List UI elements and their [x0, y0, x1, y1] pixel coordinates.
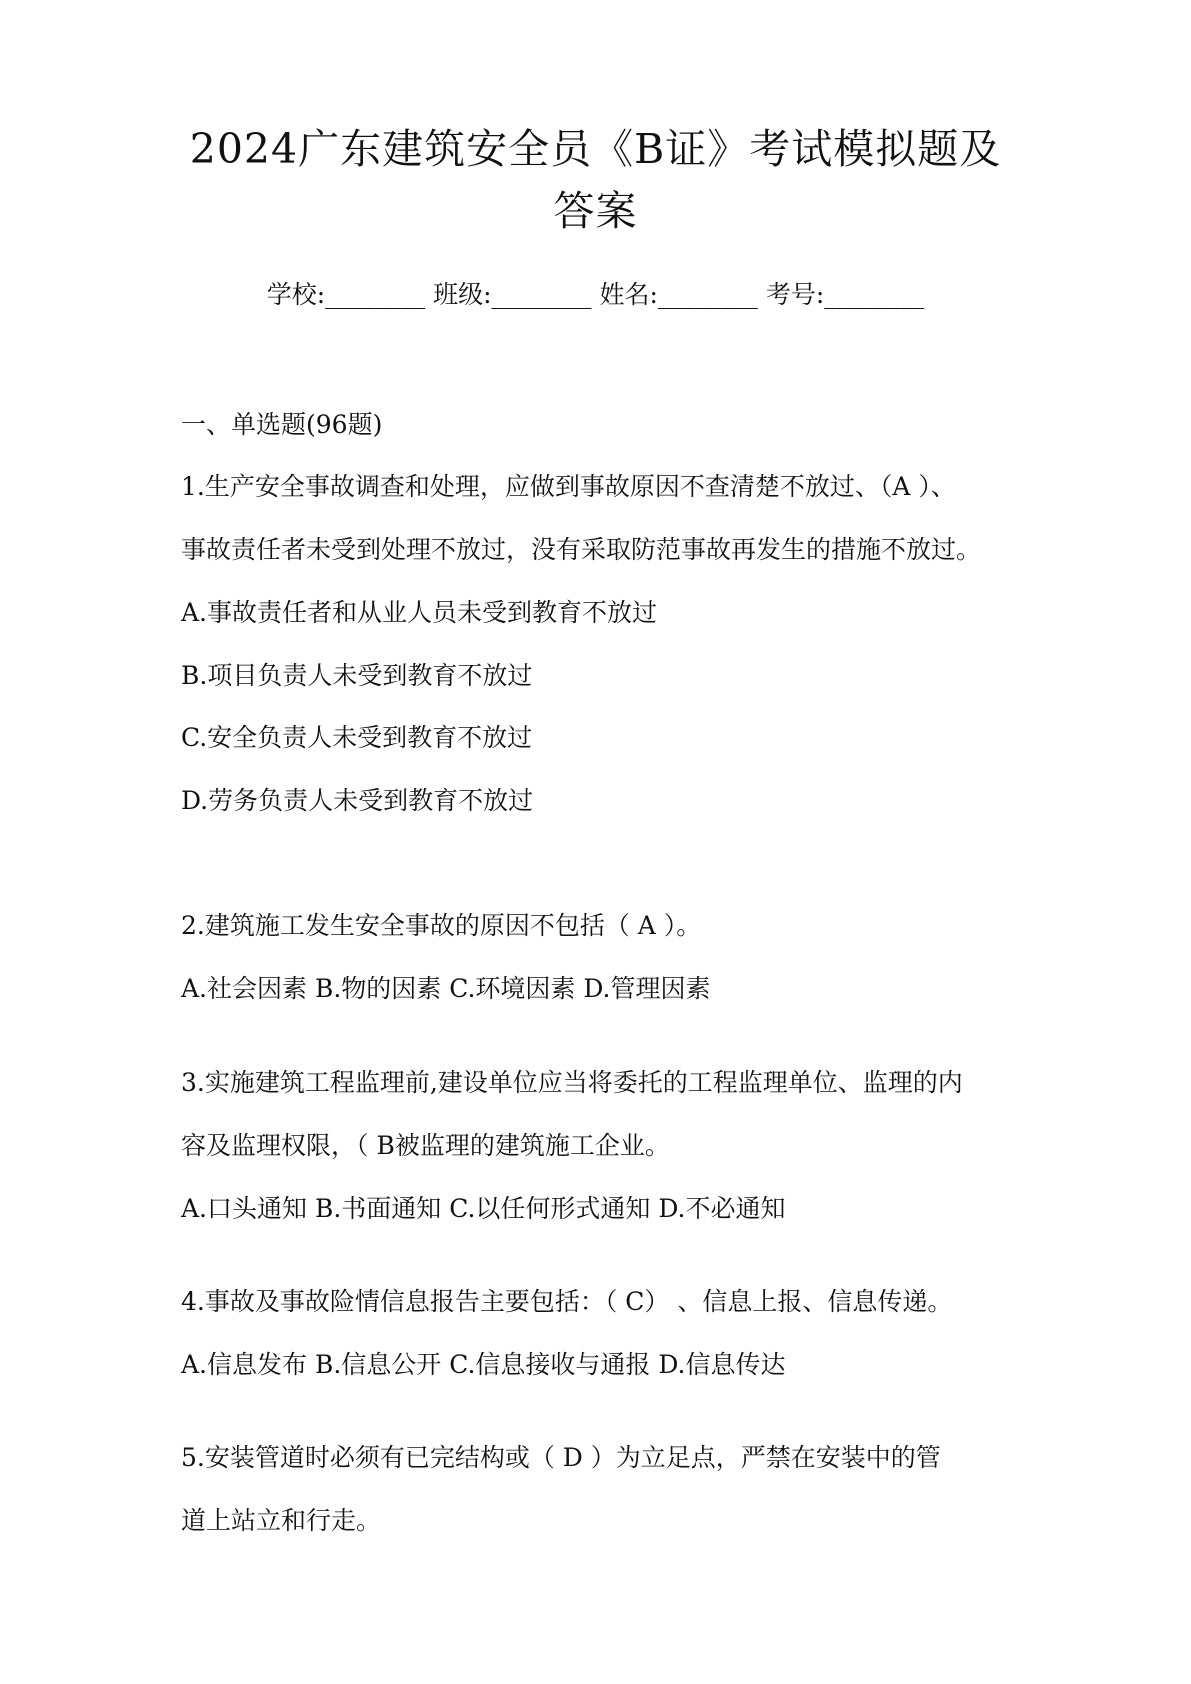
title-line-1: 2024广东建筑安全员《B证》考试模拟题及 — [189, 125, 1002, 173]
title-line-2: 答案 — [553, 187, 638, 235]
question-1-option-b: B.项目负责人未受到教育不放过 — [181, 661, 533, 690]
question-1-option-a: A.事故责任者和从业人员未受到教育不放过 — [181, 598, 658, 627]
question-3-options: A.口头通知 B.书面通知 C.以任何形式通知 D.不必通知 — [181, 1194, 786, 1223]
question-5-stem-line-1: 5.安装管道时必须有已完结构或（ D ）为立足点，严禁在安装中的管 — [181, 1443, 941, 1472]
student-info-line: 学校:________ 班级:________ 姓名:________ 考号:________ — [266, 280, 925, 309]
question-1-stem-line-2: 事故责任者未受到处理不放过，没有采取防范事故再发生的措施不放过。 — [181, 535, 982, 564]
question-1-option-c: C.安全负责人未受到教育不放过 — [181, 723, 533, 752]
question-2-options: A.社会因素 B.物的因素 C.环境因素 D.管理因素 — [181, 974, 711, 1003]
question-5-stem-line-2: 道上站立和行走。 — [181, 1506, 382, 1535]
question-1-option-d: D.劳务负责人未受到教育不放过 — [181, 786, 534, 815]
section-heading: 一、单选题(96题) — [181, 410, 383, 439]
question-4-options: A.信息发布 B.信息公开 C.信息接收与通报 D.信息传达 — [181, 1350, 786, 1379]
question-4-stem: 4.事故及事故险情信息报告主要包括：（ C） 、信息上报、信息传递。 — [181, 1287, 953, 1316]
question-1-stem-line-1: 1.生产安全事故调查和处理，应做到事故原因不查清楚不放过、（A ）、 — [181, 472, 956, 501]
document-title — [150, 118, 1041, 242]
question-2-stem: 2.建筑施工发生安全事故的原因不包括（ A ）。 — [181, 911, 702, 940]
question-3-stem-line-2: 容及监理权限，（ B被监理的建筑施工企业。 — [181, 1131, 670, 1160]
question-3-stem-line-1: 3.实施建筑工程监理前,建设单位应当将委托的工程监理单位、监理的内 — [181, 1068, 963, 1097]
